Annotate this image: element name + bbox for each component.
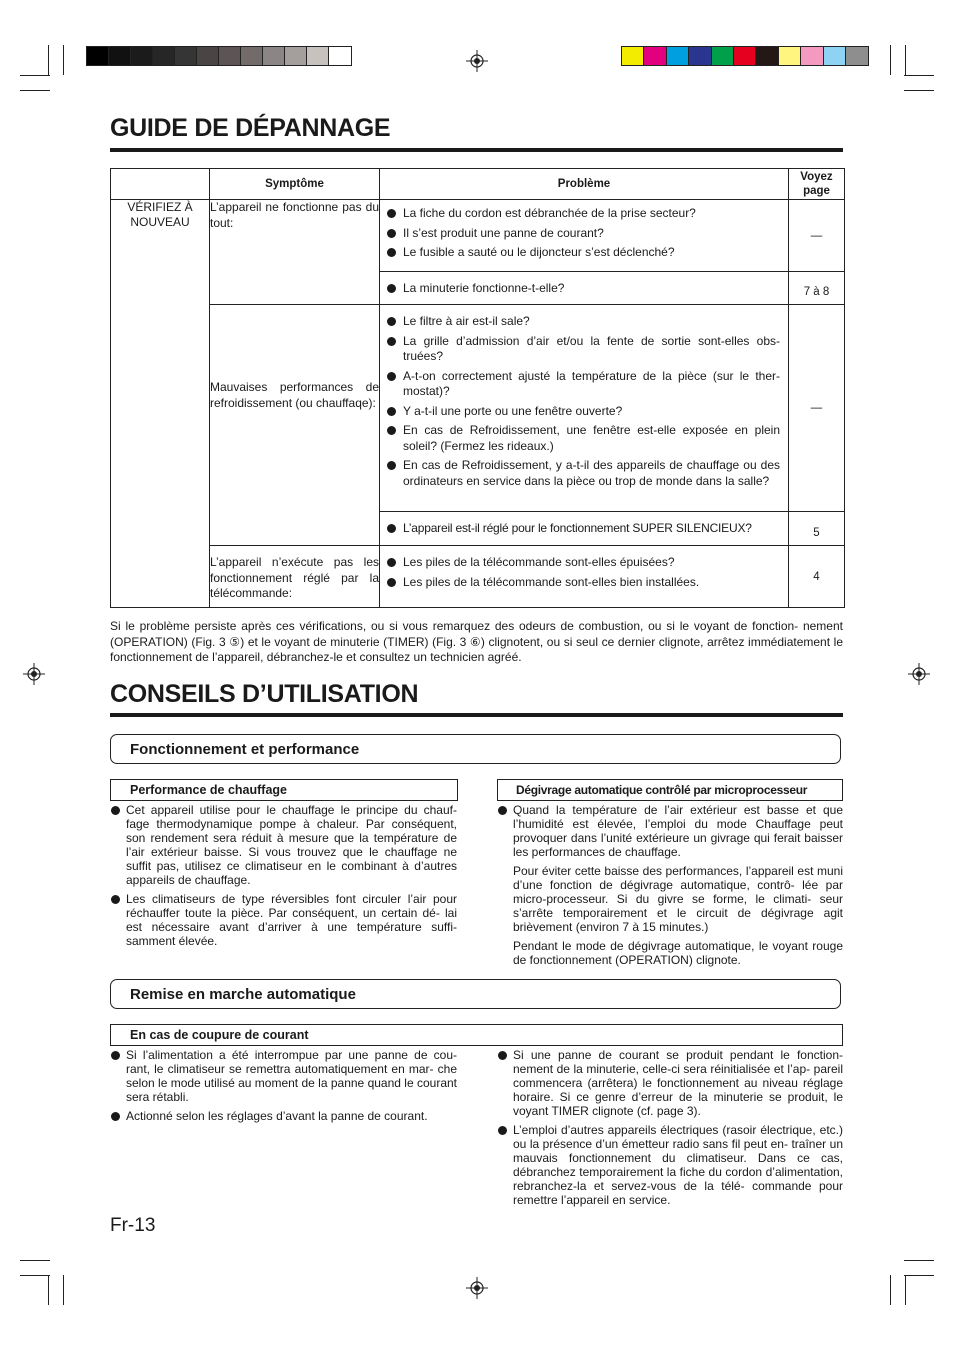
subsection-heading: Dégivrage automatique contrôlé par microprocesseur — [497, 779, 843, 801]
table-row — [111, 546, 845, 608]
registration-target-icon — [23, 663, 45, 685]
paragraph: Pour éviter cette baisse des performances, l’appareil est muni d’une fonction de dégivrage automatique, contrô- lée par micro-processeur. Si du givre se forme, le climati- seur s’arrête temporairement et le circuit de dégivrage agit brièvement (environ 7 à 15 minutes.) — [513, 864, 843, 934]
troubleshooting-title: GUIDE DE DÉPANNAGE — [110, 114, 391, 142]
color-swatch — [131, 47, 153, 65]
table-row — [111, 200, 845, 272]
color-swatch — [756, 47, 778, 65]
problem-cell — [380, 512, 789, 546]
problem-cell — [380, 200, 789, 272]
list-item: L’emploi d’autres appareils électriques (rasoir électrique, etc.) ou la présence d’un émetteur radio sans fil peut en- traîner un mauvais fonctionnement du climatiseur. Dans ce cas, débranchez temporairement la fiche du cordon d’alimentation, rebranchez-la et servez-vous de la télé- commande pour remettre l’appareil en service. — [497, 1123, 843, 1207]
color-swatch — [109, 47, 131, 65]
troubleshooting-table — [110, 168, 845, 608]
registration-target-icon — [466, 50, 488, 72]
color-swatch — [87, 47, 109, 65]
color-swatch — [175, 47, 197, 65]
page-cell: 5 — [789, 512, 845, 546]
list-item: Le filtre à air est-il sale? — [386, 314, 780, 330]
color-swatch — [307, 47, 329, 65]
color-swatch — [644, 47, 666, 65]
list-item: La minuterie fonctionne-t-elle? — [386, 281, 780, 297]
list-item: Actionné selon les réglages d’avant la panne de courant. — [110, 1109, 457, 1123]
list-item: Les climatiseurs de type réversibles font circuler l’air pour réchauffer toute la pièce. Par conséquent, un certain dé- lai est nécessaire avant d’arriver à une température suffi- samment élevée. — [110, 892, 457, 948]
color-swatch — [263, 47, 285, 65]
restart-left-column — [110, 1048, 457, 1128]
problem-cell — [380, 546, 789, 608]
list-item: La grille d’admission d’air et/ou la fente de sortie sont-elles obs- truées? — [386, 334, 780, 365]
defrost-column — [497, 803, 843, 972]
symptom-text: Mauvaises performances de refroidissement (ou chauffaqe): — [210, 380, 379, 410]
troubleshooting-note: Si le problème persiste après ces vérifications, ou si vous remarquez des odeurs de combustion, ou si le voyant de fonction- nement (OPERATION) (Fig. 3 ⑤) et le voyant de minuterie (TIMER) (Fig. 3 ⑥) clignotent, ou si seul ce dernier clignote, arrêtez immédiatement le fonctionnement de l’appareil, débranchez-le et consultez un technicien agréé. — [110, 619, 843, 664]
color-swatch — [779, 47, 801, 65]
section-heading: Remise en marche automatique — [110, 979, 841, 1009]
color-swatch — [846, 47, 868, 65]
list-item: En cas de Refroidissement, une fenêtre est-elle exposée en plein soleil? (Fermez les rideaux.) — [386, 423, 780, 454]
title-rule — [110, 713, 843, 717]
subsection-heading: En cas de coupure de courant — [110, 1024, 843, 1046]
list-item: A-t-on correctement ajusté la température de la pièce (sur le ther- mostat)? — [386, 369, 780, 400]
color-swatch — [824, 47, 846, 65]
list-item: Le fusible a sauté ou le dijoncteur s’est déclenché? — [386, 245, 780, 261]
symptom-cell: L’appareil ne fonctionne pas du tout: — [210, 200, 380, 305]
restart-right-column — [497, 1048, 843, 1212]
subsection-heading: Performance de chauffage — [110, 779, 458, 801]
symptom-cell — [210, 305, 380, 546]
page-number: Fr-13 — [110, 1215, 156, 1236]
registration-target-icon — [466, 1277, 488, 1299]
color-swatch — [801, 47, 823, 65]
list-item: Si l’alimentation a été interrompue par une panne de cou- rant, le climatiseur se remettra automatiquement en mar- che selon le mode utilisé au moment de la panne quand le courant sera rétabli. — [110, 1048, 457, 1104]
color-swatch — [153, 47, 175, 65]
list-item: La fiche du cordon est débranchée de la prise secteur? — [386, 206, 780, 222]
page-cell: 7 à 8 — [789, 272, 845, 305]
color-swatch — [219, 47, 241, 65]
category-label: VÉRIFIEZ À NOUVEAU — [127, 200, 193, 229]
gray-scale-bar — [86, 46, 352, 66]
symptom-cell: L’appareil n’exécute pas les fonctionnement réglé par la télécommande: — [210, 546, 380, 608]
color-swatch — [329, 47, 351, 65]
list-item: Quand la température de l’air extérieur est basse et que l’humidité est élevée, l’emploi du mode Chauffage peut provoquer dans l’unité extérieure un givrage qui ferait baisser les performances de chauffage. — [497, 803, 843, 859]
list-item: Y a-t-il une porte ou une fenêtre ouverte? — [386, 404, 780, 420]
color-swatch — [285, 47, 307, 65]
heating-column — [110, 803, 457, 953]
color-swatch — [197, 47, 219, 65]
table-header-row — [111, 169, 845, 200]
color-swatch — [667, 47, 689, 65]
color-swatch — [241, 47, 263, 65]
section-heading: Fonctionnement et performance — [110, 734, 841, 764]
header-symptom: Symptôme — [210, 169, 380, 200]
paragraph: Pendant le mode de dégivrage automatique, le voyant rouge de fonctionnement (OPERATION) clignote. — [513, 939, 843, 967]
color-swatch — [622, 47, 644, 65]
problem-cell — [380, 272, 789, 305]
header-problem: Problème — [380, 169, 789, 200]
list-item: L’appareil est-il réglé pour le fonctionnement SUPER SILENCIEUX? — [386, 521, 780, 537]
registration-target-icon — [908, 663, 930, 685]
color-calibration-bar — [621, 46, 869, 66]
table-row — [111, 305, 845, 512]
category-cell — [111, 200, 210, 608]
title-rule — [110, 148, 843, 152]
page-cell: 4 — [789, 546, 845, 608]
list-item: En cas de Refroidissement, y a-t-il des appareils de chauffage ou des ordinateurs en service dans la pièce ou trop de monde dans la salle? — [386, 458, 780, 489]
list-item: Il s’est produit une panne de courant? — [386, 226, 780, 242]
list-item: Les piles de la télécommande sont-elles bien installées. — [386, 575, 780, 591]
tips-title: CONSEILS D’UTILISATION — [110, 680, 419, 708]
problem-cell — [380, 305, 789, 512]
list-item: Si une panne de courant se produit pendant le fonction- nement de la minuterie, celle-ci sera réinitialisée et l’ap- pareil commencera (arrêtera) le fonctionnement au niveau réglage horaire. Si ce genre d’erreur de la minuterie se produit, le voyant TIMER clignote (cf. page 3). — [497, 1048, 843, 1118]
color-swatch — [712, 47, 734, 65]
list-item: Cet appareil utilise pour le chauffage le principe du chauf- fage thermodynamique pompe à chaleur. Par conséquent, son rendement sera réduit à mesure que la température de l’air extérieur baisse. Si vous trouvez que le chauffage ne suffit pas, utilisez ce climatiseur en le combinant à d’autres appareils de chauffage. — [110, 803, 457, 887]
color-swatch — [689, 47, 711, 65]
header-empty — [111, 169, 210, 200]
list-item: Les piles de la télécommande sont-elles épuisées? — [386, 555, 780, 571]
header-page: Voyez page — [789, 169, 845, 200]
color-swatch — [734, 47, 756, 65]
page-cell: — — [789, 200, 845, 272]
page-cell: — — [789, 305, 845, 512]
